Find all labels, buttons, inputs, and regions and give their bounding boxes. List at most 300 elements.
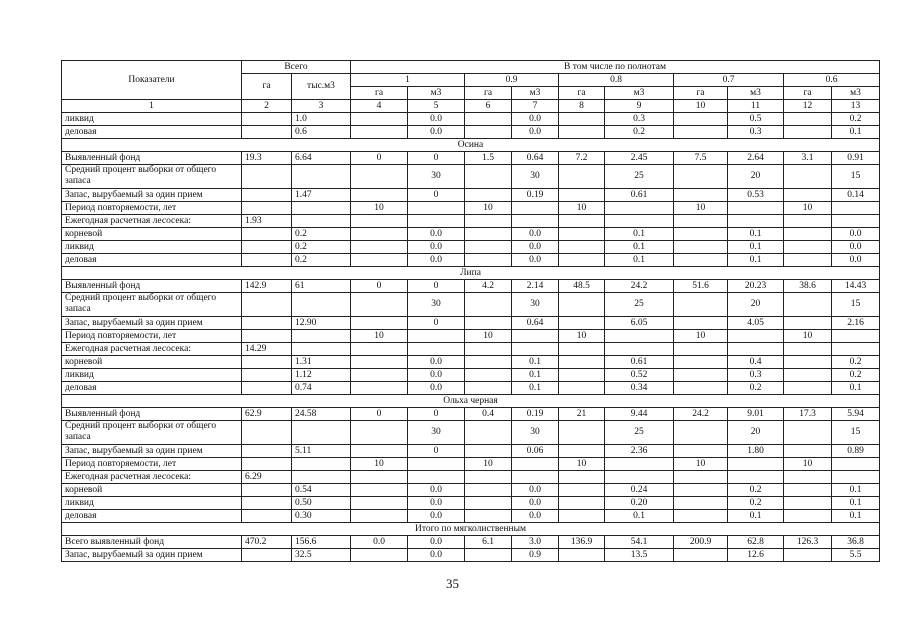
header-density: 0.9 bbox=[465, 74, 559, 87]
table-cell: 0.0 bbox=[512, 510, 559, 523]
table-cell bbox=[465, 293, 512, 317]
table-cell: 0.1 bbox=[728, 241, 784, 254]
table-cell: 10 bbox=[351, 202, 408, 215]
table-cell: 0.0 bbox=[408, 113, 465, 126]
table-cell bbox=[559, 317, 605, 330]
table-cell: 4.05 bbox=[728, 317, 784, 330]
table-cell bbox=[728, 202, 784, 215]
table-cell: 10 bbox=[559, 202, 605, 215]
table-cell: 0.1 bbox=[832, 497, 880, 510]
table-cell: 136.9 bbox=[559, 536, 605, 549]
section-header-row bbox=[62, 395, 880, 408]
table-cell: 0.0 bbox=[408, 497, 465, 510]
table-cell: 6.64 bbox=[292, 152, 351, 165]
table-cell: 0.0 bbox=[408, 126, 465, 139]
table-cell bbox=[465, 126, 512, 139]
table-cell bbox=[351, 254, 408, 267]
table-cell bbox=[728, 458, 784, 471]
table-row bbox=[62, 330, 880, 343]
table-cell bbox=[292, 215, 351, 228]
table-cell bbox=[559, 189, 605, 202]
table-cell bbox=[832, 458, 880, 471]
table-cell: 9.01 bbox=[728, 408, 784, 421]
table-cell: 0.4 bbox=[728, 356, 784, 369]
table-cell: 1.93 bbox=[242, 215, 292, 228]
table-row bbox=[62, 317, 880, 330]
column-number: 1 bbox=[62, 100, 242, 113]
table-cell bbox=[728, 471, 784, 484]
table-cell bbox=[674, 369, 728, 382]
table-cell bbox=[292, 421, 351, 445]
table-cell bbox=[465, 510, 512, 523]
table-cell bbox=[605, 215, 674, 228]
table-cell bbox=[559, 497, 605, 510]
table-cell bbox=[465, 356, 512, 369]
header-unit-ha: га bbox=[465, 87, 512, 100]
table-cell bbox=[465, 343, 512, 356]
table-cell bbox=[242, 497, 292, 510]
table-cell bbox=[242, 549, 292, 562]
table-cell: 61 bbox=[292, 280, 351, 293]
row-label: Ежегодная расчетная лесосека: bbox=[62, 471, 242, 484]
section-header-row bbox=[62, 267, 880, 280]
table-cell bbox=[242, 484, 292, 497]
table-cell bbox=[784, 215, 832, 228]
table-cell: 30 bbox=[408, 293, 465, 317]
table-cell: 0.0 bbox=[512, 113, 559, 126]
table-cell: 0.52 bbox=[605, 369, 674, 382]
table-cell bbox=[728, 330, 784, 343]
table-cell: 0.1 bbox=[728, 510, 784, 523]
table-cell bbox=[351, 113, 408, 126]
table-cell: 15 bbox=[832, 165, 880, 189]
table-cell bbox=[512, 215, 559, 228]
row-label: Период повторяемости, лет bbox=[62, 458, 242, 471]
table-cell bbox=[292, 343, 351, 356]
table-cell: 0.1 bbox=[605, 228, 674, 241]
table-cell bbox=[784, 356, 832, 369]
table-cell: 0 bbox=[408, 189, 465, 202]
table-cell bbox=[465, 445, 512, 458]
table-cell bbox=[674, 317, 728, 330]
table-cell: 0 bbox=[408, 445, 465, 458]
table-cell: 30 bbox=[512, 293, 559, 317]
table-cell bbox=[351, 165, 408, 189]
table-cell bbox=[351, 241, 408, 254]
section-title: Осина bbox=[62, 139, 880, 152]
table-cell: 20 bbox=[728, 165, 784, 189]
table-cell bbox=[784, 241, 832, 254]
table-cell: 5.11 bbox=[292, 445, 351, 458]
table-cell: 24.2 bbox=[674, 408, 728, 421]
table-cell bbox=[784, 445, 832, 458]
table-cell: 15 bbox=[832, 293, 880, 317]
table-cell: 0.54 bbox=[292, 484, 351, 497]
table-cell: 0.9 bbox=[512, 549, 559, 562]
table-cell bbox=[351, 421, 408, 445]
header-density: 0.7 bbox=[674, 74, 784, 87]
column-number: 11 bbox=[728, 100, 784, 113]
table-cell bbox=[559, 293, 605, 317]
table-cell bbox=[605, 458, 674, 471]
table-cell: 200.9 bbox=[674, 536, 728, 549]
table-cell bbox=[784, 254, 832, 267]
table-cell bbox=[242, 202, 292, 215]
row-label: корневой bbox=[62, 228, 242, 241]
table-cell: 0.0 bbox=[408, 356, 465, 369]
table-cell: 0.24 bbox=[605, 484, 674, 497]
table-cell bbox=[242, 241, 292, 254]
table-cell: 0.14 bbox=[832, 189, 880, 202]
table-cell bbox=[465, 382, 512, 395]
table-cell bbox=[784, 317, 832, 330]
section-header-row bbox=[62, 523, 880, 536]
table-cell bbox=[728, 343, 784, 356]
table-cell bbox=[728, 215, 784, 228]
table-cell: 0.3 bbox=[605, 113, 674, 126]
table-cell bbox=[292, 458, 351, 471]
table-cell: 3.0 bbox=[512, 536, 559, 549]
table-cell bbox=[465, 189, 512, 202]
row-label: Период повторяемости, лет bbox=[62, 330, 242, 343]
table-cell bbox=[559, 126, 605, 139]
table-cell: 0.2 bbox=[292, 254, 351, 267]
table-cell: 30 bbox=[408, 165, 465, 189]
table-cell: 1.5 bbox=[465, 152, 512, 165]
table-cell: 14.29 bbox=[242, 343, 292, 356]
table-cell: 7.5 bbox=[674, 152, 728, 165]
table-cell: 21 bbox=[559, 408, 605, 421]
table-cell bbox=[674, 113, 728, 126]
table-cell bbox=[784, 497, 832, 510]
table-cell bbox=[465, 471, 512, 484]
table-cell: 142.9 bbox=[242, 280, 292, 293]
table-row bbox=[62, 536, 880, 549]
forest-stock-table-container bbox=[61, 60, 880, 562]
table-cell bbox=[242, 189, 292, 202]
table-cell: 0.0 bbox=[832, 241, 880, 254]
row-label: Период повторяемости, лет bbox=[62, 202, 242, 215]
table-cell: 0 bbox=[408, 408, 465, 421]
page-number: 35 bbox=[446, 576, 459, 591]
header-density: 1 bbox=[351, 74, 465, 87]
table-cell bbox=[674, 497, 728, 510]
table-cell: 51.6 bbox=[674, 280, 728, 293]
table-cell bbox=[674, 510, 728, 523]
table-cell: 0.0 bbox=[408, 254, 465, 267]
table-cell bbox=[465, 484, 512, 497]
header-indicator: Показатели bbox=[62, 61, 242, 100]
table-cell bbox=[512, 458, 559, 471]
table-cell: 20 bbox=[728, 421, 784, 445]
table-cell bbox=[674, 356, 728, 369]
table-cell bbox=[674, 293, 728, 317]
table-cell: 6.1 bbox=[465, 536, 512, 549]
table-cell bbox=[242, 369, 292, 382]
table-row bbox=[62, 189, 880, 202]
table-cell bbox=[242, 165, 292, 189]
table-cell: 10 bbox=[351, 330, 408, 343]
row-label: Средний процент выборки от общего запаса bbox=[62, 293, 242, 317]
table-cell: 0.61 bbox=[605, 189, 674, 202]
table-cell: 0.2 bbox=[728, 497, 784, 510]
header-unit-m3: м3 bbox=[605, 87, 674, 100]
table-cell bbox=[292, 471, 351, 484]
table-cell: 30 bbox=[512, 421, 559, 445]
table-row bbox=[62, 228, 880, 241]
table-cell: 0.2 bbox=[728, 484, 784, 497]
table-cell bbox=[242, 254, 292, 267]
table-cell bbox=[242, 356, 292, 369]
table-cell: 1.0 bbox=[292, 113, 351, 126]
table-cell: 10 bbox=[784, 202, 832, 215]
table-cell bbox=[242, 458, 292, 471]
table-cell bbox=[559, 254, 605, 267]
table-cell: 4.2 bbox=[465, 280, 512, 293]
table-cell: 0.1 bbox=[512, 369, 559, 382]
table-cell: 1.47 bbox=[292, 189, 351, 202]
section-title: Липа bbox=[62, 267, 880, 280]
table-cell bbox=[674, 343, 728, 356]
table-cell: 0.1 bbox=[605, 241, 674, 254]
table-cell bbox=[351, 343, 408, 356]
table-cell bbox=[465, 215, 512, 228]
table-body bbox=[62, 113, 880, 562]
table-cell: 5.5 bbox=[832, 549, 880, 562]
table-cell bbox=[559, 445, 605, 458]
header-total: Всего bbox=[242, 61, 351, 74]
table-row bbox=[62, 165, 880, 189]
table-cell bbox=[832, 330, 880, 343]
table-cell bbox=[784, 165, 832, 189]
column-number-row bbox=[62, 100, 880, 113]
table-cell: 10 bbox=[674, 202, 728, 215]
table-cell bbox=[351, 471, 408, 484]
table-cell bbox=[674, 445, 728, 458]
table-cell: 0.0 bbox=[408, 382, 465, 395]
table-cell bbox=[674, 241, 728, 254]
column-number: 2 bbox=[242, 100, 292, 113]
row-label: деловая bbox=[62, 126, 242, 139]
table-cell: 1.31 bbox=[292, 356, 351, 369]
row-label: Запас, вырубаемый за один прием bbox=[62, 189, 242, 202]
table-cell bbox=[559, 113, 605, 126]
table-cell: 470.2 bbox=[242, 536, 292, 549]
table-cell: 0.1 bbox=[728, 228, 784, 241]
table-cell: 54.1 bbox=[605, 536, 674, 549]
table-cell bbox=[674, 254, 728, 267]
table-cell: 10 bbox=[465, 458, 512, 471]
row-label: корневой bbox=[62, 484, 242, 497]
table-cell bbox=[351, 228, 408, 241]
table-cell bbox=[559, 228, 605, 241]
table-cell bbox=[408, 343, 465, 356]
table-cell: 0.0 bbox=[408, 369, 465, 382]
table-cell: 0.2 bbox=[605, 126, 674, 139]
table-cell bbox=[408, 215, 465, 228]
table-cell: 0.0 bbox=[408, 241, 465, 254]
table-cell: 12.90 bbox=[292, 317, 351, 330]
table-cell bbox=[784, 293, 832, 317]
table-cell: 25 bbox=[605, 165, 674, 189]
column-number: 12 bbox=[784, 100, 832, 113]
table-cell: 0.0 bbox=[512, 497, 559, 510]
table-row bbox=[62, 445, 880, 458]
table-cell bbox=[605, 471, 674, 484]
section-title: Ольха черная bbox=[62, 395, 880, 408]
row-label: Выявленный фонд bbox=[62, 408, 242, 421]
header-unit-m3: м3 bbox=[408, 87, 465, 100]
table-cell bbox=[465, 113, 512, 126]
table-row bbox=[62, 215, 880, 228]
table-cell: 25 bbox=[605, 293, 674, 317]
table-cell: 0.0 bbox=[408, 536, 465, 549]
table-row bbox=[62, 343, 880, 356]
table-cell: 15 bbox=[832, 421, 880, 445]
table-row bbox=[62, 202, 880, 215]
table-cell bbox=[559, 165, 605, 189]
table-cell bbox=[408, 330, 465, 343]
table-cell: 9.44 bbox=[605, 408, 674, 421]
table-cell bbox=[292, 330, 351, 343]
row-label: Средний процент выборки от общего запаса bbox=[62, 165, 242, 189]
table-row bbox=[62, 254, 880, 267]
table-cell: 0.0 bbox=[832, 228, 880, 241]
table-cell bbox=[465, 254, 512, 267]
column-number: 4 bbox=[351, 100, 408, 113]
table-cell: 0 bbox=[351, 280, 408, 293]
row-label: ликвид bbox=[62, 497, 242, 510]
table-cell bbox=[559, 382, 605, 395]
table-cell bbox=[559, 471, 605, 484]
table-cell: 156.6 bbox=[292, 536, 351, 549]
table-cell: 0.0 bbox=[512, 254, 559, 267]
table-cell bbox=[465, 369, 512, 382]
table-cell bbox=[351, 497, 408, 510]
table-cell: 0 bbox=[351, 408, 408, 421]
row-label: Запас, вырубаемый за один прием bbox=[62, 445, 242, 458]
table-cell bbox=[351, 215, 408, 228]
table-cell: 0.0 bbox=[512, 241, 559, 254]
table-cell bbox=[784, 510, 832, 523]
table-cell bbox=[832, 343, 880, 356]
table-cell bbox=[605, 202, 674, 215]
table-cell bbox=[784, 421, 832, 445]
header-density: 0.6 bbox=[784, 74, 880, 87]
header-unit-ha: га bbox=[784, 87, 832, 100]
row-label: ликвид bbox=[62, 113, 242, 126]
table-cell bbox=[832, 202, 880, 215]
table-cell: 30 bbox=[408, 421, 465, 445]
row-label: деловая bbox=[62, 382, 242, 395]
table-cell bbox=[559, 343, 605, 356]
table-cell: 0.91 bbox=[832, 152, 880, 165]
row-label: ликвид bbox=[62, 241, 242, 254]
table-cell: 0.74 bbox=[292, 382, 351, 395]
table-cell: 0.1 bbox=[832, 484, 880, 497]
column-number: 10 bbox=[674, 100, 728, 113]
table-cell bbox=[674, 549, 728, 562]
table-cell: 0 bbox=[408, 280, 465, 293]
table-cell bbox=[784, 343, 832, 356]
table-cell: 0.0 bbox=[408, 510, 465, 523]
table-row bbox=[62, 126, 880, 139]
table-cell bbox=[408, 471, 465, 484]
table-cell: 0.64 bbox=[512, 152, 559, 165]
table-cell: 3.1 bbox=[784, 152, 832, 165]
table-row bbox=[62, 280, 880, 293]
table-cell: 48.5 bbox=[559, 280, 605, 293]
table-cell: 0.0 bbox=[408, 484, 465, 497]
table-cell bbox=[408, 458, 465, 471]
table-row bbox=[62, 356, 880, 369]
table-cell bbox=[559, 369, 605, 382]
row-label: корневой bbox=[62, 356, 242, 369]
table-cell: 0.20 bbox=[605, 497, 674, 510]
table-cell bbox=[512, 330, 559, 343]
table-cell: 0.1 bbox=[832, 382, 880, 395]
table-cell: 12.6 bbox=[728, 549, 784, 562]
table-cell: 10 bbox=[465, 330, 512, 343]
table-cell: 10 bbox=[674, 330, 728, 343]
table-cell: 10 bbox=[465, 202, 512, 215]
table-cell: 2.64 bbox=[728, 152, 784, 165]
table-cell: 0.0 bbox=[408, 228, 465, 241]
table-row bbox=[62, 484, 880, 497]
row-label: Всего выявленный фонд bbox=[62, 536, 242, 549]
column-number: 13 bbox=[832, 100, 880, 113]
table-cell bbox=[784, 382, 832, 395]
table-cell: 10 bbox=[674, 458, 728, 471]
table-cell bbox=[784, 549, 832, 562]
row-label: ликвид bbox=[62, 369, 242, 382]
table-cell bbox=[605, 343, 674, 356]
header-unit-ha: га bbox=[559, 87, 605, 100]
table-row bbox=[62, 152, 880, 165]
table-cell: 6.05 bbox=[605, 317, 674, 330]
table-cell: 0.0 bbox=[512, 126, 559, 139]
table-cell: 24.58 bbox=[292, 408, 351, 421]
table-cell bbox=[832, 215, 880, 228]
table-cell: 0.1 bbox=[512, 356, 559, 369]
table-cell: 19.3 bbox=[242, 152, 292, 165]
table-cell: 0.2 bbox=[728, 382, 784, 395]
row-label: Ежегодная расчетная лесосека: bbox=[62, 343, 242, 356]
table-cell bbox=[559, 215, 605, 228]
table-cell bbox=[351, 484, 408, 497]
table-cell bbox=[465, 241, 512, 254]
table-cell: 10 bbox=[784, 458, 832, 471]
table-cell bbox=[674, 421, 728, 445]
table-cell bbox=[351, 126, 408, 139]
table-cell bbox=[784, 228, 832, 241]
table-cell bbox=[559, 241, 605, 254]
table-row bbox=[62, 510, 880, 523]
table-cell bbox=[674, 228, 728, 241]
table-cell bbox=[674, 215, 728, 228]
row-label: Выявленный фонд bbox=[62, 280, 242, 293]
table-cell bbox=[784, 369, 832, 382]
header-unit-m3: м3 bbox=[512, 87, 559, 100]
table-cell: 10 bbox=[559, 458, 605, 471]
table-row bbox=[62, 241, 880, 254]
table-cell: 0.1 bbox=[605, 510, 674, 523]
column-number: 6 bbox=[465, 100, 512, 113]
row-label: деловая bbox=[62, 510, 242, 523]
table-cell bbox=[242, 126, 292, 139]
row-label: деловая bbox=[62, 254, 242, 267]
table-cell bbox=[465, 165, 512, 189]
